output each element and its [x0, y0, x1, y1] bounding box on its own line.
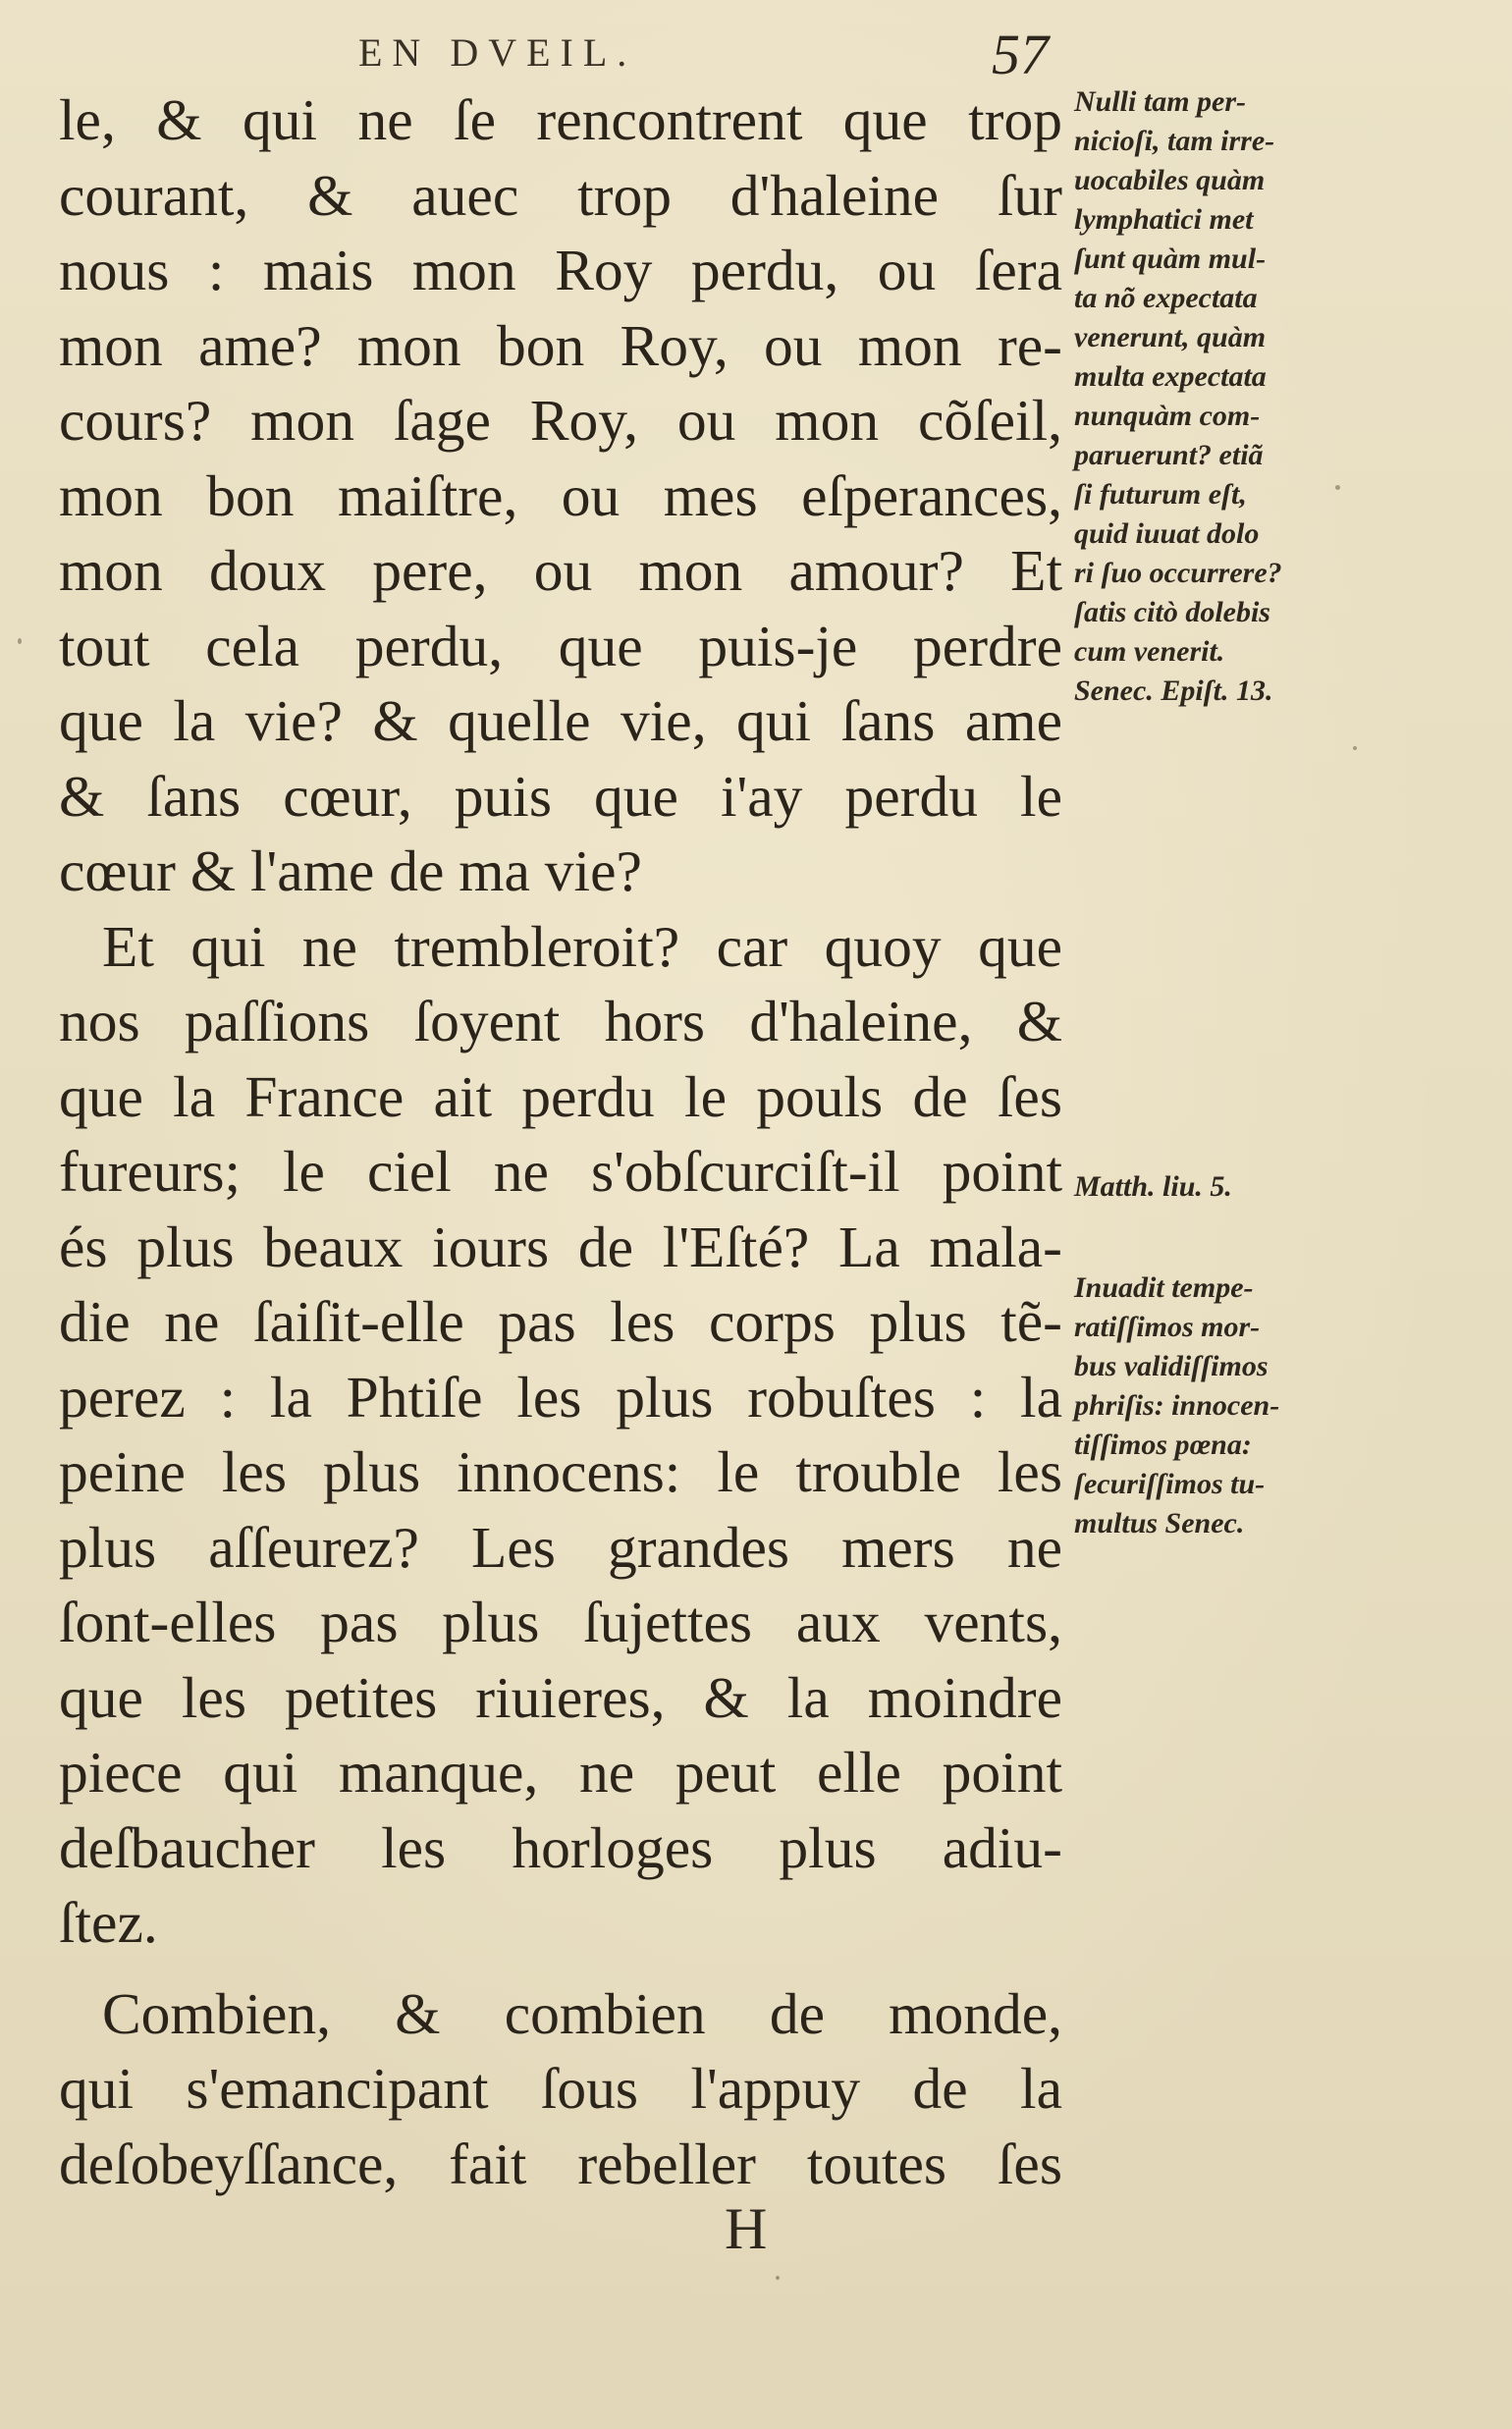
margin-note-line: venerunt, quàm: [1074, 321, 1267, 353]
text-line: ſont-elles pas plus ſujettes aux vents,: [59, 1590, 1062, 1654]
text-line: mon bon maiſtre, ou mes eſperances,: [59, 462, 1062, 528]
paper-speck: [776, 2276, 780, 2280]
text-line: cœur & l'ame de ma vie?: [59, 838, 642, 903]
margin-note-line: ſatis citò dolebis: [1074, 596, 1270, 628]
text-line: cours? mon ſage Roy, ou mon cõſeil,: [59, 388, 1062, 453]
margin-note-line: tiſſimos pœna:: [1074, 1429, 1252, 1461]
text-line: que la France ait perdu le pouls de ſes: [59, 1063, 1062, 1129]
margin-note-line: nicioſi, tam irre-: [1074, 125, 1275, 157]
text-line: peine les plus innocens: le trouble les: [59, 1439, 1062, 1504]
text-line: fureurs; le ciel ne s'obſcurciſt-il point: [59, 1139, 1062, 1204]
margin-note-line: Senec. Epiſt. 13.: [1074, 675, 1273, 707]
margin-note-line: phriſis: innocen-: [1074, 1389, 1280, 1422]
margin-note-line: ſecuriſſimos tu-: [1074, 1468, 1266, 1500]
margin-note-line: quid iuuat dolo: [1074, 517, 1260, 550]
text-line: que les petites riuieres, & la moindre: [59, 1664, 1062, 1730]
margin-note-seneca: [1074, 1268, 1369, 1543]
margin-note-line: ratiſſimos mor-: [1074, 1311, 1261, 1343]
paragraph-gap: [59, 1961, 1062, 1976]
page-number: 57: [992, 23, 1049, 86]
main-text-column: [59, 82, 1062, 2201]
text-line: die ne ſaiſit-elle pas les corps plus tẽ-: [59, 1289, 1062, 1354]
margin-note-seneca-epist-13: [1074, 82, 1369, 711]
margin-note-line: lymphatici met: [1074, 203, 1254, 236]
margin-note-line: Matth. liu. 5.: [1074, 1170, 1232, 1203]
text-line: Combien, & combien de monde,: [102, 1980, 1062, 2046]
text-line: perez : la Phtiſe les plus robuſtes : la: [59, 1364, 1062, 1430]
text-line: que la vie? & quelle vie, qui ſans ame: [59, 688, 1062, 753]
text-line: ſtez.: [59, 1890, 158, 1955]
margin-note-line: paruerunt? etiã: [1074, 439, 1264, 471]
margin-note-line: cum venerit.: [1074, 635, 1225, 668]
margin-note-line: ta nõ expectata: [1074, 282, 1258, 314]
margin-note-line: multus Senec.: [1074, 1507, 1245, 1539]
margin-note-line: multa expectata: [1074, 360, 1267, 393]
text-line: piece qui manque, ne peut elle point: [59, 1740, 1062, 1805]
text-line: plus aſſeurez? Les grandes mers ne: [59, 1514, 1062, 1580]
margin-note-matthew: [1074, 1167, 1369, 1207]
text-line: deſbaucher les horloges plus adiu-: [59, 1814, 1062, 1880]
text-line: deſobeyſſance, fait rebeller toutes ſes: [59, 2131, 1062, 2196]
text-line: courant, & auec trop d'haleine ſur: [59, 162, 1062, 228]
paper-speck: [1353, 746, 1357, 750]
text-line: qui s'emancipant ſous l'appuy de la: [59, 2056, 1062, 2121]
signature-mark: H: [725, 2196, 768, 2261]
margin-note-line: Nulli tam per-: [1074, 85, 1247, 118]
text-line: Et qui ne trembleroit? car quoy que: [102, 913, 1062, 979]
paper-speck: [1335, 485, 1340, 490]
paper-speck: [18, 638, 22, 644]
margin-note-line: uocabiles quàm: [1074, 164, 1266, 196]
margin-note-line: nunquàm com-: [1074, 400, 1261, 432]
margin-note-line: ſi futurum eſt,: [1074, 478, 1247, 511]
text-line: nous : mais mon Roy perdu, ou ſera: [59, 238, 1062, 302]
text-line: mon ame? mon bon Roy, ou mon re-: [59, 312, 1062, 378]
margin-note-line: bus validiſſimos: [1074, 1350, 1269, 1382]
margin-note-line: Inuadit tempe-: [1074, 1271, 1254, 1304]
text-line: tout cela perdu, que puis-je perdre: [59, 613, 1062, 678]
text-line: & ſans cœur, puis que i'ay perdu le: [59, 763, 1062, 829]
text-line: le, & qui ne ſe rencontrent que trop: [59, 87, 1062, 152]
running-head: EN DVEIL.: [358, 30, 637, 75]
text-line: nos paſſions ſoyent hors d'haleine, &: [59, 989, 1062, 1053]
text-line: mon doux pere, ou mon amour? Et: [59, 538, 1062, 603]
margin-note-line: ri ſuo occurrere?: [1074, 557, 1282, 589]
margin-note-line: ſunt quàm mul-: [1074, 243, 1267, 275]
page-header: [0, 22, 1512, 90]
text-line: és plus beaux iours de l'Eſté? La mala-: [59, 1214, 1062, 1279]
